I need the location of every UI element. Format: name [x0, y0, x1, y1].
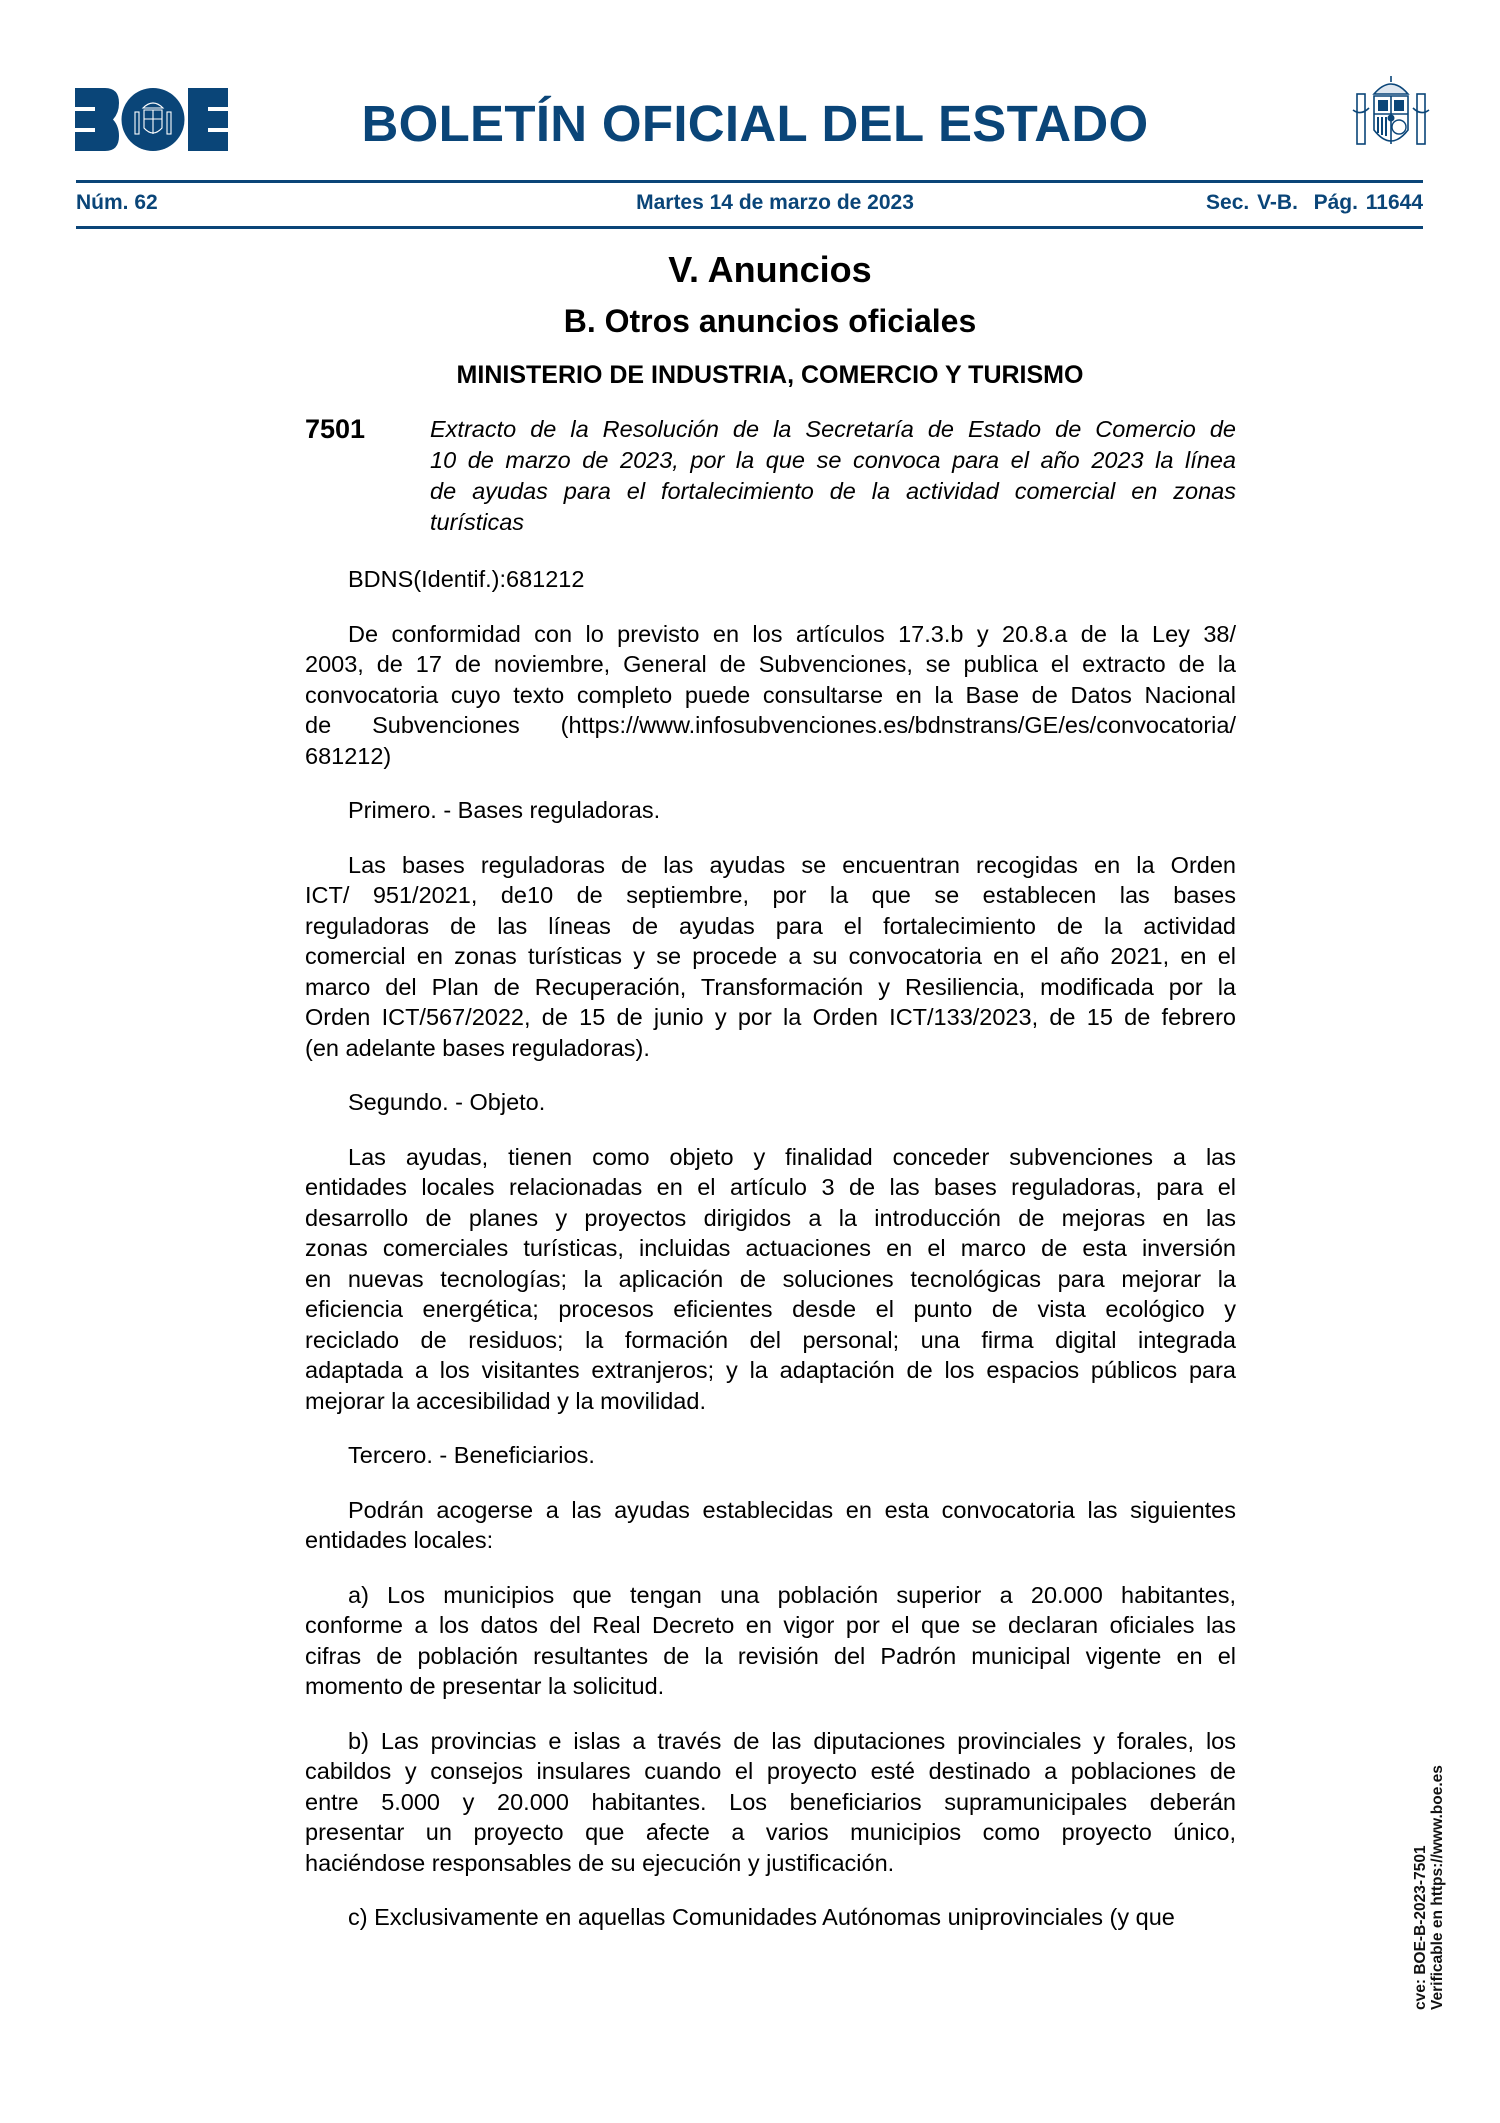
paragraph — [305, 1440, 1236, 1471]
section-page — [1206, 190, 1423, 216]
paragraph-line: Las bases reguladoras de las ayudas se encuentran recogidas en la Orden — [348, 851, 1236, 878]
paragraph-line: entre 5.000 y 20.000 habitantes. Los beneficiarios supramunicipales deberán — [305, 1788, 1236, 1815]
masthead-title: BOLETÍN OFICIAL DEL ESTADO — [361, 95, 1149, 152]
title-line: turísticas — [430, 509, 525, 535]
paragraph-line: entidades locales relacionadas en el artículo 3 de las bases reguladoras, para el — [305, 1174, 1236, 1200]
paragraph-line: 2003, de 17 de noviembre, General de Subvenciones, se publica el extracto de la — [305, 651, 1236, 677]
paragraph-line: zonas comerciales turísticas, incluidas actuaciones en el marco de esta inversión — [305, 1235, 1236, 1261]
paragraph-line: cifras de población resultantes de la revisión del Padrón municipal vigente en el — [305, 1642, 1236, 1669]
paragraph-line: Las ayudas, tienen como objeto y finalidad conceder subvenciones a las — [348, 1143, 1236, 1170]
paragraph-line: adaptada a los visitantes extranjeros; y la adaptación de los espacios públicos para — [305, 1357, 1236, 1383]
title-line: de ayudas para el fortalecimiento de la actividad comercial en zonas — [430, 478, 1236, 504]
paragraph-line: BDNS(Identif.):681212 — [348, 566, 585, 592]
paragraph-line: mejorar la accesibilidad y la movilidad. — [305, 1387, 706, 1414]
paragraph-line: Segundo. - Objeto. — [348, 1089, 546, 1115]
section-heading: V. Anuncios — [668, 249, 872, 290]
paragraph — [305, 1142, 1236, 1417]
paragraph-line: (en adelante bases reguladoras). — [305, 1034, 650, 1061]
paragraph — [305, 564, 1236, 595]
publication-date: Martes 14 de marzo de 2023 — [636, 191, 914, 214]
paragraph-line: Orden ICT/567/2022, de 15 de junio y por la Orden ICT/133/2023, de 15 de febrero — [305, 1004, 1236, 1030]
paragraph-line: en nuevas tecnologías; la aplicación de soluciones tecnológicas para mejorar la — [305, 1265, 1236, 1292]
paragraph — [305, 850, 1236, 1064]
header-rule-top — [76, 180, 1423, 183]
paragraph-line: cabildos y consejos insulares cuando el proyecto esté destinado a poblaciones de — [305, 1758, 1236, 1784]
title-line: Extracto de la Resolución de la Secretaría de Estado de Comercio de — [430, 416, 1236, 442]
issue-number: Núm. 62 — [76, 191, 158, 214]
boe-logo-icon — [75, 88, 228, 151]
paragraph-line: conforme a los datos del Real Decreto en vigor por el que se declaran oficiales las — [305, 1612, 1236, 1638]
paragraph-line: De conformidad con lo previsto en los artículos 17.3.b y 20.8.a de la Ley 38/ — [348, 620, 1236, 647]
paragraph-line: c) Exclusivamente en aquellas Comunidades Autónomas uniprovinciales (y que — [348, 1904, 1175, 1930]
ministry-heading: MINISTERIO DE INDUSTRIA, COMERCIO Y TURISMO — [456, 361, 1084, 389]
paragraph-line: momento de presentar la solicitud. — [305, 1673, 665, 1699]
verification-note — [1412, 1710, 1450, 2010]
paragraph-line: a) Los municipios que tengan una población superior a 20.000 habitantes, — [348, 1581, 1236, 1608]
section-page-label: Sec. V-B. Pág. 11644 — [1206, 191, 1423, 214]
paragraph-line: marco del Plan de Recuperación, Transformación y Resiliencia, modificada por la — [305, 973, 1236, 1000]
paragraph-line: de Subvenciones (https://www.infosubvenciones.es/bdnstrans/GE/es/convocatoria/ — [305, 712, 1236, 738]
paragraph-line: ICT/ 951/2021, de10 de septiembre, por la que se establecen las bases — [305, 882, 1236, 908]
paragraph — [305, 619, 1236, 772]
paragraph-line: comercial en zonas turísticas y se procede a su convocatoria en el año 2021, en el — [305, 943, 1236, 969]
paragraph — [305, 1087, 1236, 1118]
announcement-title — [430, 414, 1236, 538]
paragraph-line: entidades locales: — [305, 1527, 494, 1553]
paragraph-line: convocatoria cuyo texto completo puede consultarse en la Base de Datos Nacional — [305, 681, 1236, 708]
document-body — [305, 564, 1236, 1957]
paragraph-line: presentar un proyecto que afecte a varios municipios como proyecto único, — [305, 1819, 1236, 1845]
paragraph — [305, 1495, 1236, 1556]
coat-of-arms-icon — [1350, 74, 1432, 154]
verification-link[interactable]: Verificable en https://www.boe.es — [1429, 1765, 1446, 2010]
paragraph-line: desarrollo de planes y proyectos dirigidos a la introducción de mejoras en las — [305, 1204, 1236, 1231]
cve-code: cve: BOE-B-2023-7501 — [1412, 1845, 1429, 2010]
paragraph — [305, 795, 1236, 826]
paragraph-line: Primero. - Bases reguladoras. — [348, 797, 661, 823]
title-line: 10 de marzo de 2023, por la que se convoca para el año 2023 la línea — [430, 447, 1236, 473]
paragraph-line: 681212) — [305, 742, 392, 769]
header-rule-bottom — [76, 226, 1423, 229]
paragraph-line: reciclado de residuos; la formación del personal; una firma digital integrada — [305, 1326, 1236, 1353]
subsection-heading: B. Otros anuncios oficiales — [563, 303, 977, 339]
paragraph — [305, 1902, 1236, 1933]
paragraph-line: reguladoras de las líneas de ayudas para el fortalecimiento de la actividad — [305, 912, 1236, 939]
paragraph-line: Podrán acogerse a las ayudas establecidas en esta convocatoria las siguientes — [348, 1496, 1236, 1523]
paragraph-line: Tercero. - Beneficiarios. — [348, 1442, 595, 1468]
paragraph — [305, 1580, 1236, 1702]
paragraph-line: eficiencia energética; procesos eficientes desde el punto de vista ecológico y — [305, 1296, 1236, 1322]
paragraph-line: haciéndose responsables de su ejecución y justificación. — [305, 1849, 895, 1876]
paragraph-line: b) Las provincias e islas a través de las diputaciones provinciales y forales, los — [348, 1727, 1236, 1754]
announcement-number: 7501 — [305, 414, 366, 444]
paragraph — [305, 1726, 1236, 1879]
